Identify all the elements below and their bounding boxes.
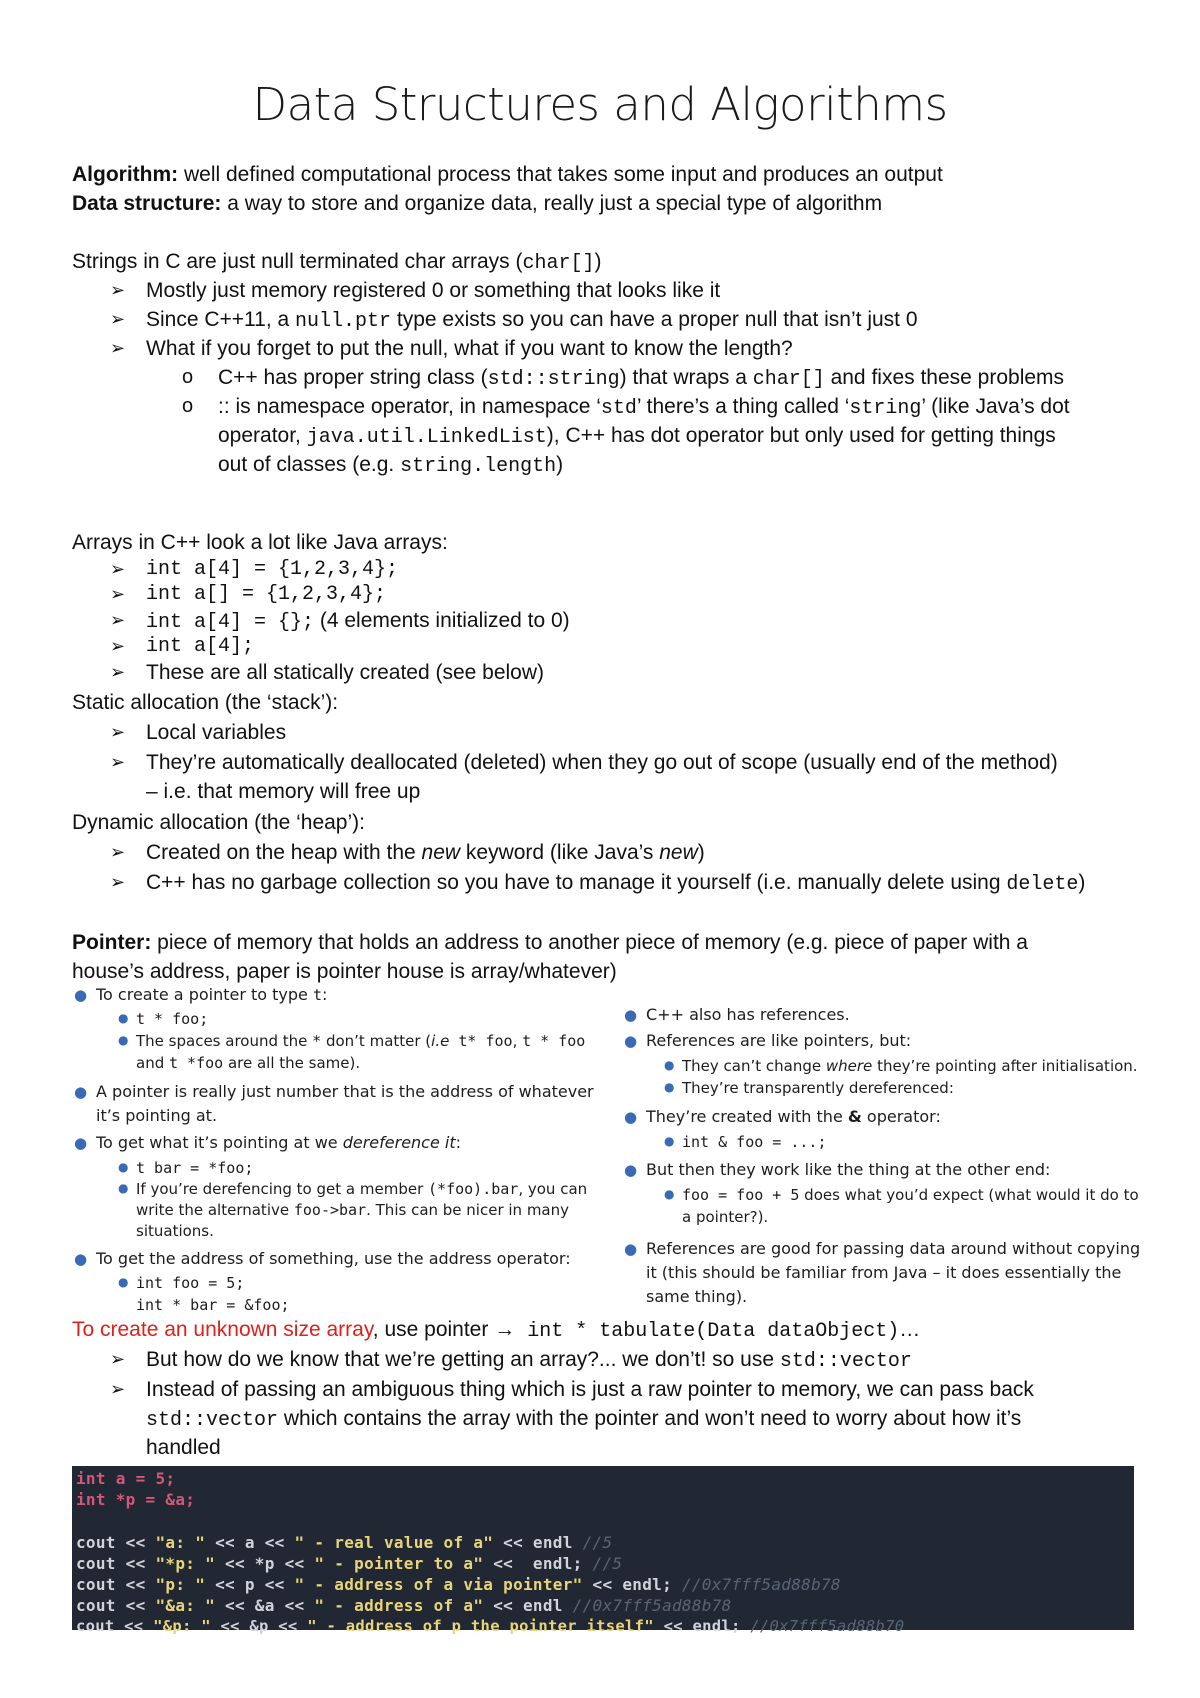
text: … [899, 1318, 921, 1341]
data-structure-definition [72, 189, 882, 218]
bullet-text: These are all statically created (see below) [146, 661, 545, 684]
inline-code: int a[4] = {1,2,3,4}; [146, 558, 399, 581]
code-comment: //0x7fff5ad88b78 [681, 1575, 841, 1594]
bullet-text [146, 868, 1085, 899]
text: ) [697, 841, 705, 864]
string-literal: "a: " [155, 1533, 206, 1552]
bullet-dot-icon: ● [118, 1033, 129, 1047]
italic-text: i.e [431, 1032, 450, 1050]
text: operator: [861, 1107, 941, 1126]
slide-code: int & foo = ...; [682, 1133, 827, 1151]
text: ), C++ has dot operator but only used for getting things [546, 424, 1056, 447]
string-literal: "*p: " [155, 1554, 216, 1573]
text: write the alternative [136, 1201, 294, 1219]
static-heading: Static allocation (the ‘stack’): [72, 691, 339, 714]
inline-code: int a[4] = {}; [146, 611, 315, 634]
bullet-text [218, 450, 563, 481]
data-structure-label: Data structure: [72, 192, 222, 215]
slide-item-continued: it (this should be familiar from Java – it does essentially the [646, 1263, 1122, 1282]
inline-code: int * tabulate(Data dataObject) [515, 1320, 900, 1343]
arrow-bullet-icon: ➢ [110, 752, 126, 772]
code-text: << &p << [210, 1617, 308, 1635]
inline-code: int a[4]; [146, 635, 255, 658]
inline-code: std::vector [146, 1409, 279, 1432]
text: and fixes these problems [824, 366, 1065, 389]
text: To create a pointer to type [96, 985, 313, 1004]
strings-heading [72, 247, 602, 278]
text: But how do we know that we’re getting an array?... we don’t! so use [146, 1348, 780, 1371]
slide-subitem [682, 1184, 1139, 1206]
bullet-text: They’re automatically deallocated (deleted) when they go out of scope (usually end of the method) [146, 751, 1058, 774]
arrow-bullet-icon: ➢ [110, 722, 126, 742]
code-text: cout << [76, 1533, 156, 1552]
text: ’ (like Java’s dot [921, 395, 1070, 418]
string-literal: "p: " [155, 1575, 206, 1594]
inline-code: int a[] = {1,2,3,4}; [146, 583, 387, 606]
highlighted-text: To create an unknown size array [72, 1318, 373, 1341]
text: :: is namespace operator, in namespace ‘ [218, 395, 601, 418]
code-text: << a << [205, 1533, 295, 1552]
italic-text: dereference it [342, 1133, 456, 1152]
string-literal: "&p: " [153, 1617, 211, 1635]
inline-code: string.length [400, 455, 557, 478]
inline-code: delete [1006, 873, 1079, 896]
slide-item-continued: same thing). [646, 1287, 748, 1306]
bullet-text [218, 363, 1064, 394]
bullet-text [218, 421, 1056, 452]
bullet-dot-icon: ● [664, 1187, 675, 1201]
text: To get what it’s pointing at we [96, 1133, 343, 1152]
bullet-dot-icon: ● [664, 1080, 675, 1094]
slide-subitem-continued: situations. [136, 1222, 214, 1240]
bullet-text: handled [146, 1436, 221, 1459]
bullet-dot-icon: ● [74, 1250, 88, 1268]
arrow-bullet-icon: ➢ [110, 559, 126, 579]
code-text: << &a << [215, 1596, 315, 1615]
slide-item-continued: it’s pointing at. [96, 1106, 218, 1125]
inline-code: foo = foo + 5 [682, 1186, 800, 1204]
slide-item: C++ also has references. [646, 1005, 850, 1024]
bullet-dot-icon: ● [118, 1181, 129, 1195]
bullet-dot-icon: ● [624, 1108, 638, 1126]
text: , use pointer [372, 1318, 495, 1341]
text: piece of memory that holds an address to another piece of memory (e.g. piece of paper with a [151, 931, 1028, 954]
bullet-dot-icon: ● [664, 1134, 675, 1148]
circle-bullet-icon: o [182, 395, 194, 417]
inline-code: std [600, 397, 637, 420]
inline-code: & [847, 1107, 862, 1126]
pointer-definition-continued: house’s address, paper is pointer house is array/whatever) [72, 960, 617, 983]
text: operator, [218, 424, 307, 447]
text: ’ there’s a thing called ‘ [636, 395, 850, 418]
code-line [76, 1469, 175, 1488]
inline-code: null.ptr [295, 310, 392, 333]
algorithm-label: Algorithm: [72, 163, 179, 186]
arrow-bullet-icon: ➢ [110, 309, 126, 329]
bullet-dot-icon: ● [74, 1083, 88, 1101]
text: (4 elements initialized to 0) [314, 609, 570, 632]
code-text: cout << [76, 1554, 156, 1573]
code-text: cout << [76, 1596, 156, 1615]
string-literal: " - address of a via pointer" [294, 1575, 583, 1594]
arrow-bullet-icon: ➢ [110, 338, 126, 358]
text: They can’t change [682, 1057, 826, 1075]
page-title: Data Structures and Algorithms [252, 78, 948, 131]
bullet-dot-icon: ● [664, 1058, 675, 1072]
arrow-bullet-icon: ➢ [110, 280, 126, 300]
arrow-bullet-icon: ➢ [110, 662, 126, 682]
slide-item: References are good for passing data around without copying [646, 1239, 1141, 1258]
text: They’re created with the [646, 1107, 848, 1126]
code-text: << endl; [653, 1617, 751, 1635]
unknown-size-array-line [72, 1315, 920, 1346]
inline-code: t [312, 986, 323, 1004]
arrow-bullet-icon: ➢ [110, 1379, 126, 1399]
bullet-dot-icon: ● [624, 1240, 638, 1258]
inline-code: t* foo [449, 1032, 513, 1050]
slide-item: A pointer is really just number that is the address of whatever [96, 1082, 594, 1101]
bullet-text: Local variables [146, 721, 287, 744]
slide-code: int foo = 5; [136, 1274, 245, 1292]
inline-code: java.util.LinkedList [306, 426, 547, 449]
algorithm-definition [72, 160, 943, 189]
slide-item [646, 1106, 941, 1128]
bullet-dot-icon: ● [624, 1032, 638, 1050]
text: ) [556, 453, 564, 476]
bullet-text: Instead of passing an ambiguous thing which is just a raw pointer to memory, we can pass back [146, 1378, 1034, 1401]
inline-code: (*foo).bar [428, 1180, 519, 1198]
text: out of classes (e.g. [218, 453, 401, 476]
inline-code: t *foo [169, 1054, 224, 1072]
code-line [76, 1596, 732, 1615]
code-line [76, 1533, 612, 1552]
slide-item [96, 1132, 461, 1154]
code-line [76, 1554, 622, 1573]
pointer-label: Pointer: [72, 931, 152, 954]
text: , [512, 1032, 523, 1050]
inline-code: std::vector [779, 1350, 912, 1373]
keyword: int [76, 1490, 106, 1509]
code-line [76, 1490, 195, 1509]
code-text: << endl [483, 1596, 573, 1615]
string-literal: "&a: " [155, 1596, 216, 1615]
text: Since C++11, a [146, 308, 296, 331]
code-text: << *p << [215, 1554, 315, 1573]
code-text: cout << [76, 1575, 156, 1594]
code-comment: //5 [582, 1533, 613, 1552]
text: , you can [518, 1180, 588, 1198]
arrow-bullet-icon: ➢ [110, 584, 126, 604]
slide-subitem-continued [136, 1199, 569, 1221]
text: they’re pointing after initialisation. [872, 1057, 1138, 1075]
bullet-dot-icon: ● [624, 1006, 638, 1024]
bullet-dot-icon: ● [118, 1160, 129, 1174]
inline-code: char[] [522, 252, 595, 275]
bullet-text [146, 838, 705, 867]
text: Strings in C are just null terminated char arrays ( [72, 250, 523, 273]
bullet-dot-icon: ● [118, 1275, 129, 1289]
slide-subitem: They’re transparently dereferenced: [682, 1079, 954, 1097]
slide-code: int * bar = &foo; [136, 1296, 290, 1314]
inline-code: foo->bar [293, 1201, 367, 1219]
arrow-bullet-icon: ➢ [110, 1349, 126, 1369]
bullet-dot-icon: ● [74, 986, 88, 1004]
slide-subitem [682, 1055, 1138, 1077]
bullet-dot-icon: ● [74, 1134, 88, 1152]
text: The spaces around the [136, 1032, 313, 1050]
slide-item [96, 984, 327, 1006]
bullet-text: Mostly just memory registered 0 or something that looks like it [146, 279, 721, 302]
algorithm-text: well defined computational process that takes some input and produces an output [178, 163, 943, 186]
text: C++ has proper string class ( [218, 366, 488, 389]
arrow-bullet-icon: ➢ [110, 872, 126, 892]
pointer-definition [72, 928, 1028, 957]
arrow-bullet-icon: ➢ [110, 636, 126, 656]
string-literal: " - pointer to a" [314, 1554, 484, 1573]
code-text: << p << [205, 1575, 295, 1594]
code-line [76, 1575, 841, 1594]
code-text: << endl [493, 1533, 583, 1552]
slide-subitem [136, 1178, 587, 1200]
keyword: int [76, 1469, 106, 1488]
right-arrow-icon: → [494, 1318, 516, 1341]
code-comment: //5 [592, 1554, 623, 1573]
code-text: << endl; [483, 1554, 593, 1573]
text: . This can be nicer in many [366, 1201, 570, 1219]
code-text: *p = &a; [105, 1490, 196, 1509]
slide-item: References are like pointers, but: [646, 1031, 912, 1050]
inline-code: std::string [487, 368, 620, 391]
text: are all the same). [223, 1054, 361, 1072]
inline-code: t * foo [522, 1032, 586, 1050]
slide-subitem-continued: a pointer?). [682, 1208, 769, 1226]
bullet-dot-icon: ● [624, 1161, 638, 1179]
code-text: cout << [76, 1617, 154, 1635]
bullet-text: What if you forget to put the null, what if you want to know the length? [146, 337, 793, 360]
circle-bullet-icon: o [182, 366, 194, 388]
text: : [455, 1133, 462, 1152]
slide-code: t bar = *foo; [136, 1159, 254, 1177]
inline-code: * [312, 1032, 322, 1050]
text: ) [594, 250, 602, 273]
slide-subitem [136, 1030, 585, 1052]
bullet-dot-icon: ● [118, 1011, 129, 1025]
arrays-heading: Arrays in C++ look a lot like Java arrays: [72, 531, 448, 554]
dynamic-heading: Dynamic allocation (the ‘heap’): [72, 811, 365, 834]
code-text: << endl; [582, 1575, 682, 1594]
text: Created on the heap with the [146, 841, 422, 864]
text: ) that wraps a [619, 366, 753, 389]
arrow-bullet-icon: ➢ [110, 842, 126, 862]
slide-item: But then they work like the thing at the other end: [646, 1160, 1051, 1179]
code-line [76, 1617, 904, 1635]
bullet-text [146, 305, 918, 336]
code-screenshot [72, 1466, 1134, 1635]
text: which contains the array with the pointer and won’t need to worry about how it’s [278, 1407, 1022, 1430]
code-comment: //0x7fff5ad88b70 [750, 1617, 905, 1635]
inline-code: char[] [752, 368, 825, 391]
italic-text: where [825, 1057, 873, 1075]
arrow-bullet-icon: ➢ [110, 610, 126, 630]
italic-text: new [659, 841, 698, 864]
text: : [322, 985, 328, 1004]
text: and [136, 1054, 169, 1072]
code-comment: //0x7fff5ad88b78 [572, 1596, 732, 1615]
data-structure-text: a way to store and organize data, really just a special type of algorithm [221, 192, 883, 215]
text: C++ has no garbage collection so you have to manage it yourself (i.e. manually delete using [146, 871, 1007, 894]
string-literal: " - real value of a" [294, 1533, 494, 1552]
text: ) [1078, 871, 1086, 894]
string-literal: " - address of a" [314, 1596, 484, 1615]
text: don’t matter ( [321, 1032, 432, 1050]
text: If you’re derefencing to get a member [136, 1180, 429, 1198]
bullet-text [146, 1404, 1021, 1435]
text: type exists so you can have a proper null that isn’t just 0 [391, 308, 918, 331]
string-literal: " - address of p the pointer itself" [307, 1617, 654, 1635]
text: keyword (like Java’s [460, 841, 660, 864]
slide-item: To get the address of something, use the address operator: [96, 1249, 571, 1268]
italic-text: new [421, 841, 461, 864]
slide-subitem-continued [136, 1052, 360, 1074]
bullet-text [218, 392, 1070, 423]
text: does what you’d expect (what would it do to [799, 1186, 1139, 1204]
bullet-text: – i.e. that memory will free up [146, 780, 421, 803]
bullet-text [146, 1345, 912, 1376]
code-text: a = 5; [105, 1469, 176, 1488]
inline-code: string [849, 397, 922, 420]
slide-code: t * foo; [136, 1010, 209, 1028]
